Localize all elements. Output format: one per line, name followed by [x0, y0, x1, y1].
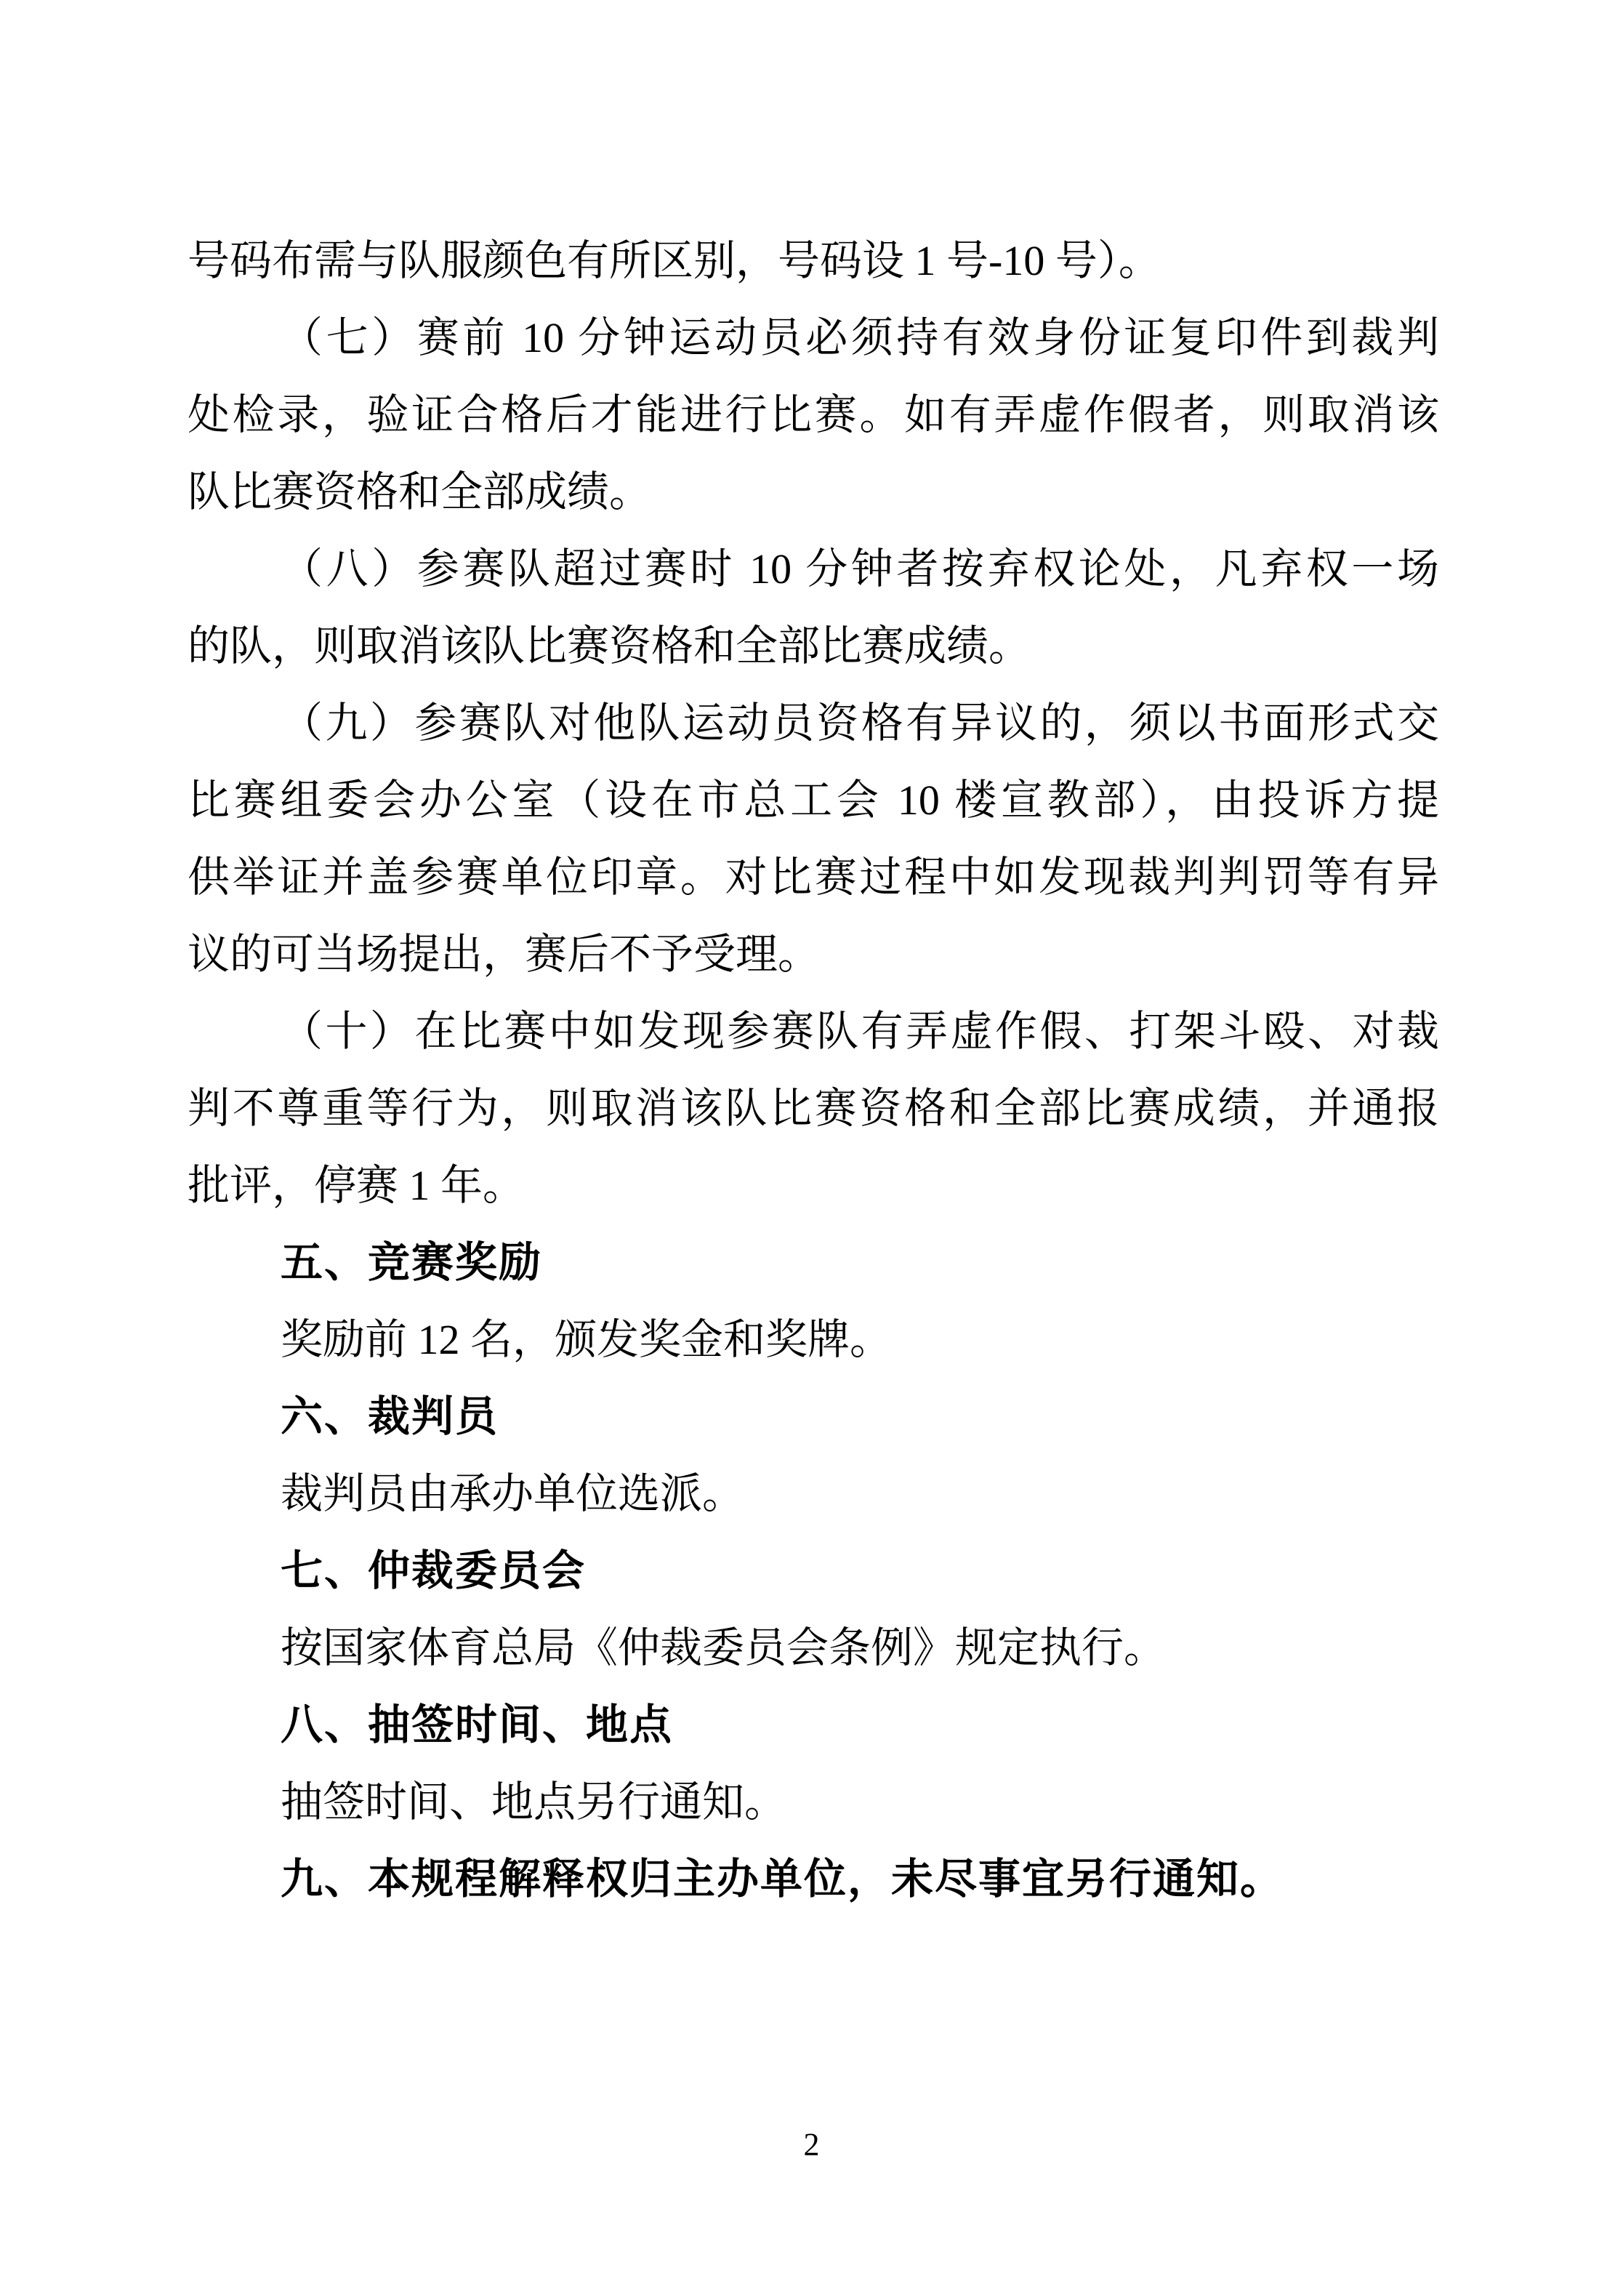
text-line: 裁判员由承办单位选派。	[281, 1470, 745, 1517]
text-line: 的队，则取消该队比赛资格和全部比赛成绩。	[188, 622, 1031, 670]
section-heading: 八、抽签时间、地点	[281, 1701, 674, 1749]
text-line: （十）在比赛中如发现参赛队有弄虚作假、打架斗殴、对裁	[281, 1008, 1439, 1055]
document-body	[188, 222, 1439, 1918]
text-line: 按国家体育总局《仲裁委员会条例》规定执行。	[281, 1624, 1167, 1671]
text-line: （七）赛前 10 分钟运动员必须持有效身份证复印件到裁判	[281, 314, 1439, 361]
section-heading: 九、本规程解释权归主办单位，未尽事宜另行通知。	[281, 1855, 1284, 1903]
text-line: 处检录，验证合格后才能进行比赛。如有弄虚作假者，则取消该	[188, 391, 1439, 438]
page-number: 2	[803, 2127, 820, 2162]
section-heading: 五、竞赛奖励	[281, 1239, 543, 1286]
text-line: 批评，停赛 1 年。	[188, 1162, 525, 1209]
text-line: 奖励前 12 名，颁发奖金和奖牌。	[281, 1316, 893, 1363]
text-line: 比赛组委会办公室（设在市总工会 10 楼宣教部），由投诉方提	[188, 776, 1439, 824]
text-line: 号码布需与队服颜色有所区别，号码设 1 号-10 号）。	[188, 237, 1161, 284]
section-heading: 七、仲裁委员会	[281, 1547, 587, 1594]
text-line: 供举证并盖参赛单位印章。对比赛过程中如发现裁判判罚等有异	[188, 854, 1439, 901]
section-heading: 六、裁判员	[281, 1393, 499, 1440]
text-line: （八）参赛队超过赛时 10 分钟者按弃权论处，凡弃权一场	[281, 545, 1439, 593]
text-line: 抽签时间、地点另行通知。	[281, 1778, 787, 1826]
text-line: 队比赛资格和全部成绩。	[188, 468, 652, 515]
text-line: 判不尊重等行为，则取消该队比赛资格和全部比赛成绩，并通报	[188, 1085, 1439, 1132]
text-line: （九）参赛队对他队运动员资格有异议的，须以书面形式交	[281, 699, 1439, 747]
text-line: 议的可当场提出，赛后不予受理。	[188, 931, 821, 978]
